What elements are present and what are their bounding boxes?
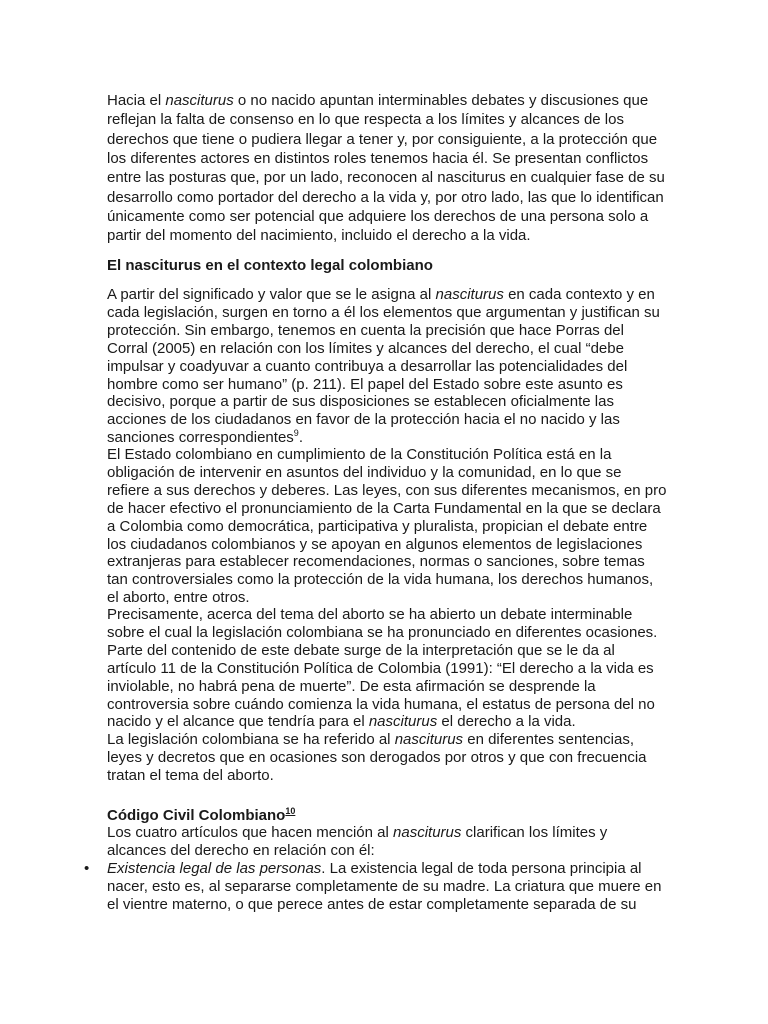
intro-paragraph <box>107 91 667 246</box>
italic-term: nasciturus <box>394 731 464 748</box>
body-paragraph <box>107 606 667 731</box>
text-run: o no nacido apuntan interminables debates y discusiones que reflejan la falta de consenso en lo que respecta a los límites y alcances de los derechos que tiene o pudiera llegar a tener y, por consiguiente, a la protección que los diferentes actores en distintos roles tenemos hacia él. Se presentan conflictos entre las posturas que, por un lado, reconocen al nasciturus en cualquier fase de su desarrollo como portador del derecho a la vida y, por otro lado, las que lo identifican únicamente como ser potencial que adquiere los derechos de una persona solo a partir del momento del nacimiento, incluido el derecho a la vida. <box>107 92 665 245</box>
body-paragraph <box>107 286 667 447</box>
text-run: clarifican los límites y alcances del derecho en relación con él: <box>107 824 608 859</box>
bullet-marker: • <box>84 860 90 877</box>
italic-term: Existencia legal de las personas <box>107 860 322 877</box>
text-run: Hacia el <box>107 92 166 109</box>
body-paragraph <box>107 731 667 785</box>
italic-term: nasciturus <box>393 824 462 841</box>
text-run: . La existencia legal de toda persona principia al nacer, esto es, al separarse completamente de su madre. La criatura que muere en el vientre materno, o que perece antes de estar completamente separada de su <box>107 860 662 913</box>
text-run: en diferentes sentencias, leyes y decretos que en ocasiones son derogados por otros y que con frecuencia tratan el tema del aborto. <box>107 731 647 784</box>
text-run: el derecho a la vida. <box>437 713 576 731</box>
footnote-ref[interactable]: 9 <box>293 428 299 439</box>
text-run: Precisamente, acerca del tema del aborto se ha abierto un debate interminable sobre el cual la legislación colombiana se ha pronunciado en diferentes ocasiones. Parte del contenido de este debate surge de la interpretación que se le da al artículo 11 de la Constitución Política de Colombia (1991): “El derecho a la vida es inviolable, no habrá pena de muerte”. De esta afirmación se desprende la controversia sobre cuándo comienza la vida humana, el estatus de persona del no nacido y el alcance que tendría para el <box>107 606 658 731</box>
text-run: en cada contexto y en cada legislación, surgen en torno a él los elementos que argumentan y justifican su protección. Sin embargo, tenemos en cuenta la precisión que hace Porras del Corral (2005) en relación con los límites y alcances del derecho, el cual “debe impulsar y coadyuvar a cuanto contribuya a desarrollar las potencialidades del hombre como ser humano” (p. 211). El papel del Estado sobre este asunto es decisivo, porque a partir de sus disposiciones se establecen oficialmente las acciones de los ciudadanos en favor de la protección hacia el no nacido y las sanciones correspondientes <box>107 286 660 447</box>
italic-term: nasciturus <box>435 286 504 303</box>
italic-term: nasciturus <box>368 713 438 731</box>
text-run: Los cuatro artículos que hacen mención al <box>107 824 394 841</box>
section-heading: El nasciturus en el contexto legal colombiano <box>107 257 433 274</box>
text-run: . <box>298 429 303 447</box>
section-heading <box>107 806 667 825</box>
footnote-ref[interactable]: 10 <box>285 806 296 816</box>
body-paragraph: El Estado colombiano en cumplimiento de la Constitución Política está en la obligación de intervenir en asuntos del individuo y la comunidad, en lo que se refiere a sus derechos y deberes. Las leyes, con sus diferentes mecanismos, en pro de hacer efectivo el pronunciamiento de la Carta Fundamental en la que se declara a Colombia como democrática, participativa y pluralista, propician el debate entre los ciudadanos colombianos y se apoyan en algunos elementos de legislaciones extranjeras para establecer recomendaciones, normas o sanciones, sobre temas tan controversiales como la protección de la vida humana, los derechos humanos, el aborto, entre otros. <box>107 446 667 607</box>
text-run: La legislación colombiana se ha referido al <box>107 731 395 748</box>
list-item <box>107 860 667 914</box>
italic-term: nasciturus <box>165 92 234 109</box>
text-run: A partir del significado y valor que se le asigna al <box>107 286 436 303</box>
heading-text: Código Civil Colombiano <box>107 807 286 824</box>
body-paragraph <box>107 824 667 860</box>
